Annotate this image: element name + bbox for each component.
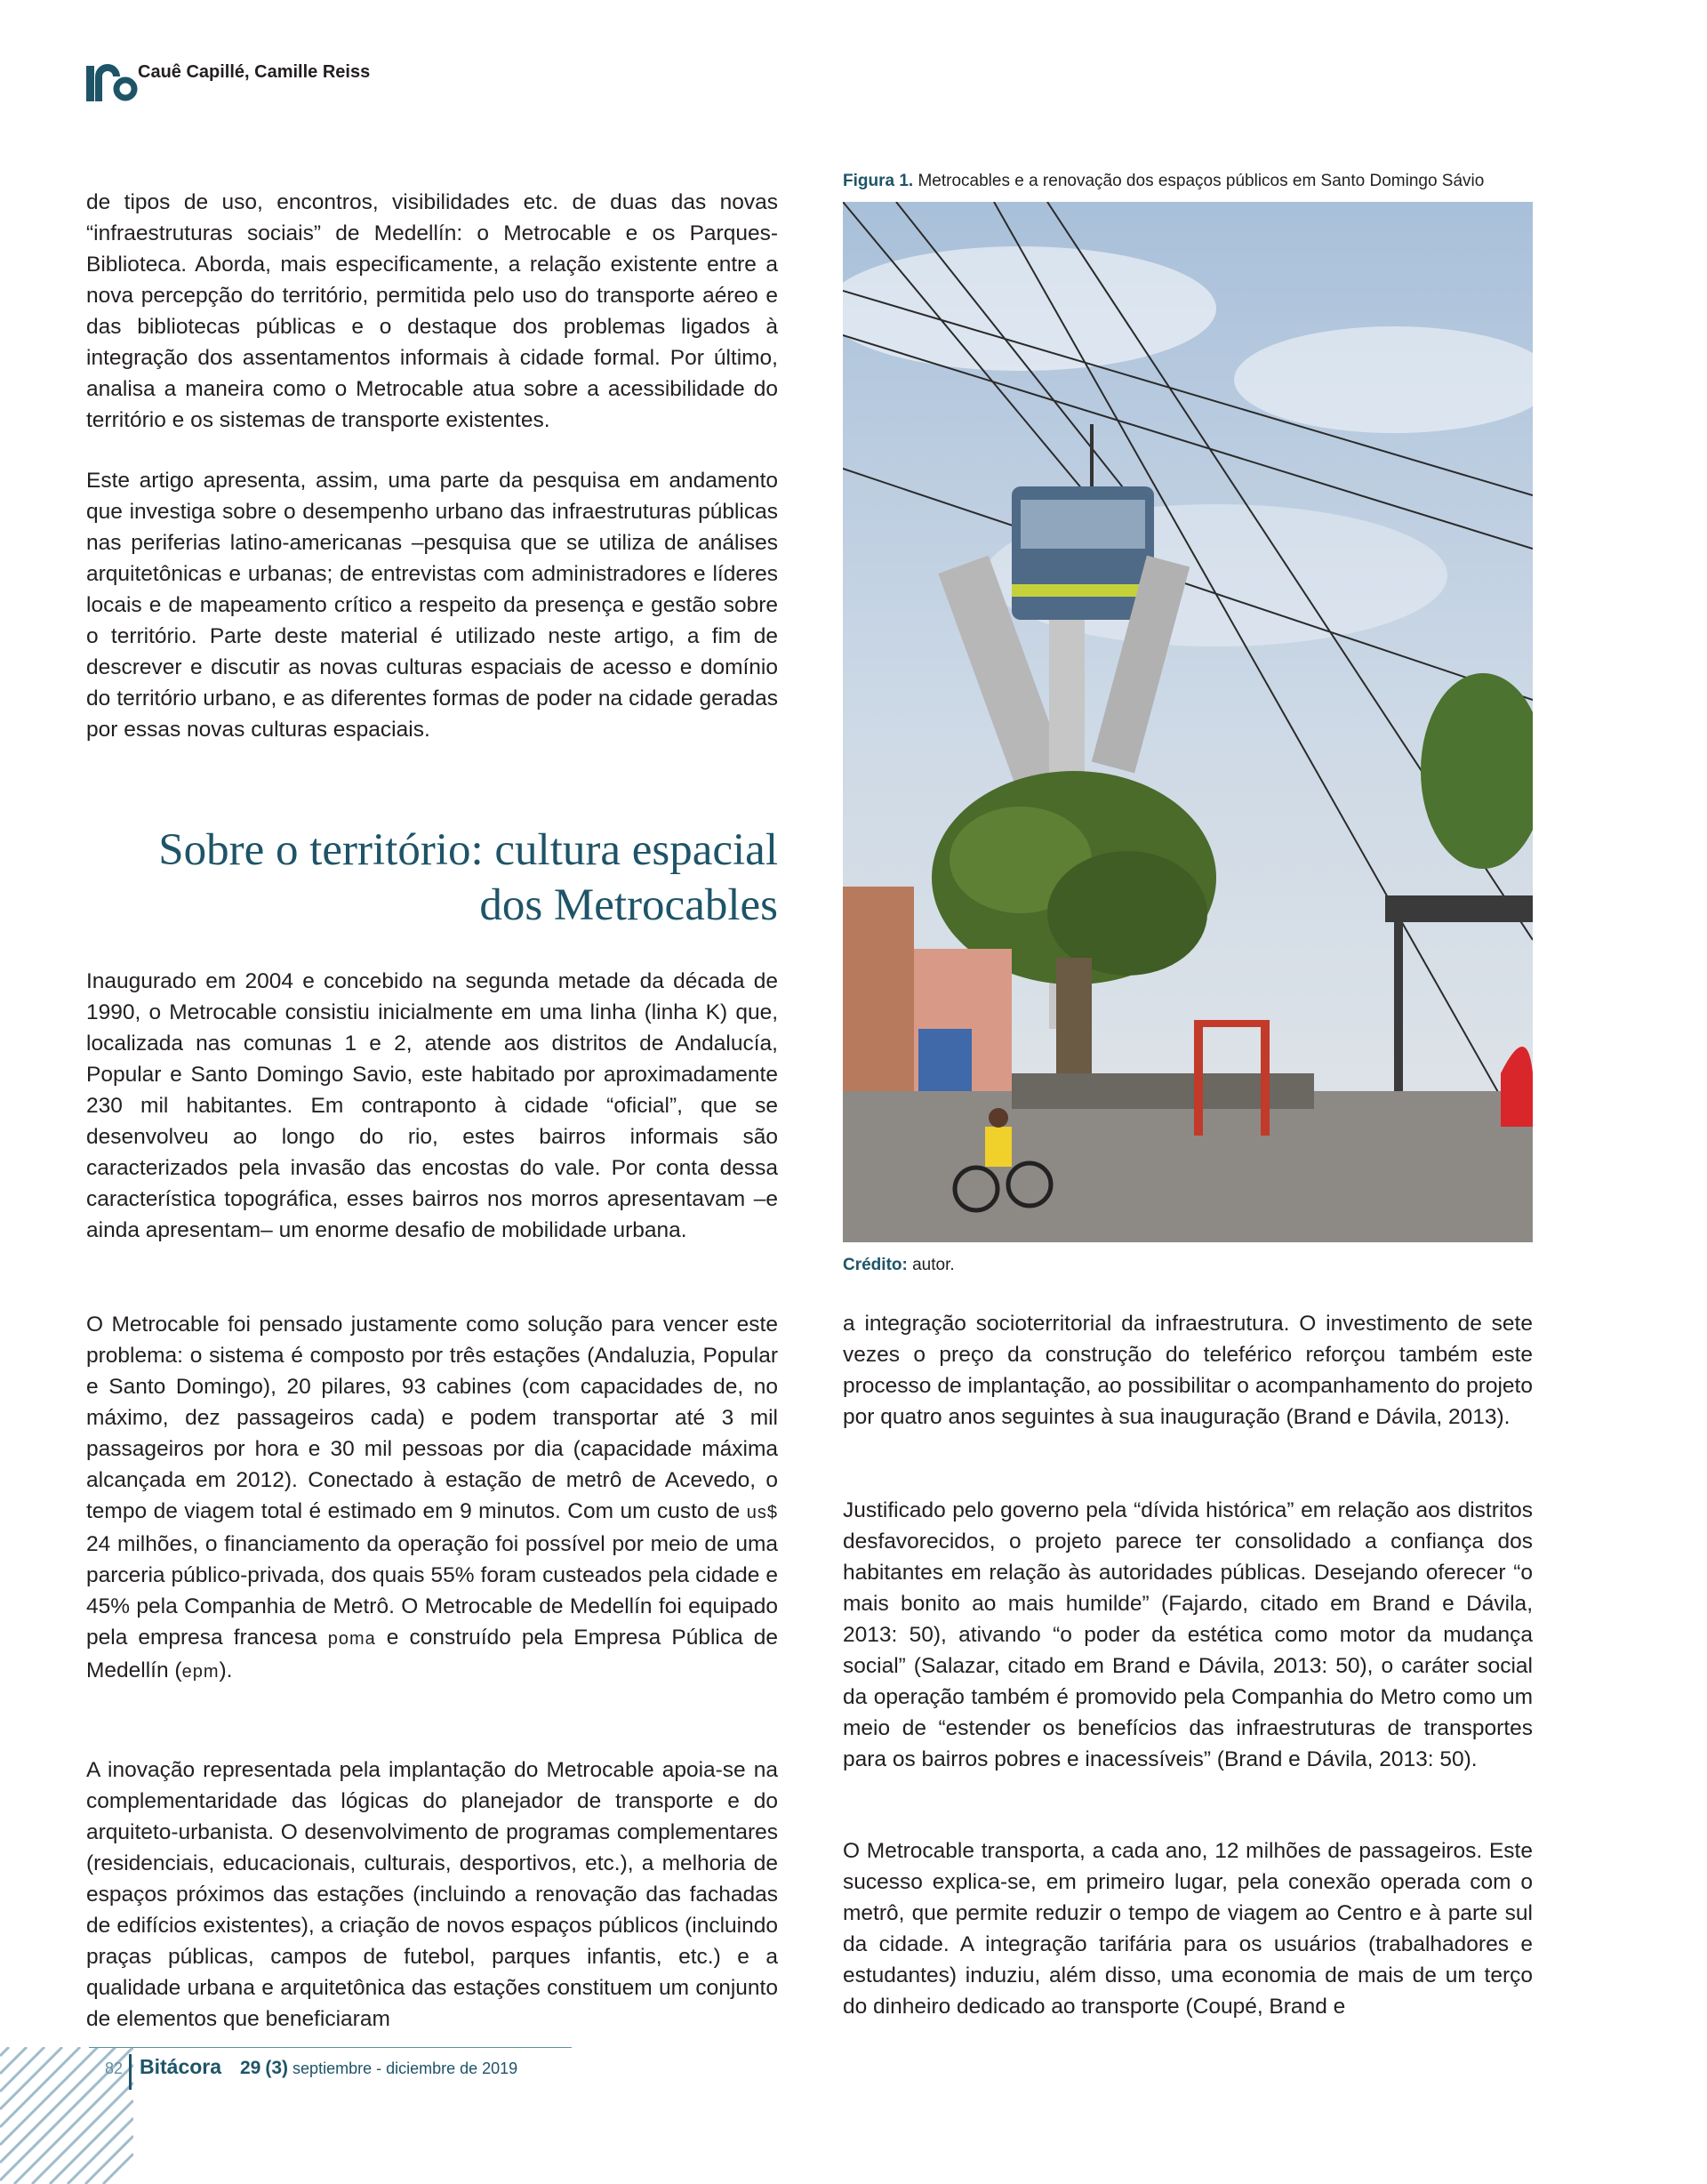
figure-credit: Crédito: autor. <box>843 1256 955 1274</box>
journal-name: Bitácora <box>140 2055 222 2078</box>
section-heading: Sobre o território: cultura espacial dos Metrocables <box>158 825 778 930</box>
body-paragraph: a integração socioterritorial da infraestrutura. O investimento de sete vezes o preço da construção do teleférico reforçou também este processo de implantação, ao possibilitar o acompanhamento do projeto por quatro anos seguintes à sua inauguração (Brand e Dávila, 2013). <box>843 1312 1533 1429</box>
body-paragraph: Este artigo apresenta, assim, uma parte da pesquisa em andamento que investiga sobre o desempenho urbano das infraestruturas públicas nas periferias latino-americanas –pesquisa que se utiliza de análises arquitetônicas e urbanas; de entrevistas com administradores e líderes locais e de mapeamento crítico a respeito da presença e gestão sobre o território. Parte deste material é utilizado neste artigo, a fim de descrever e discutir as novas culturas espaciais de acesso e domínio do território urbano, e as diferentes formas de poder na cidade geradas por essas novas culturas espaciais. <box>86 469 778 742</box>
page-number: 82 <box>105 2060 124 2077</box>
body-paragraph: A inovação representada pela implantação do Metrocable apoia-se na complementaridade das lógicas do planejador de transporte e do arquiteto-urbanista. O desenvolvimento de programas complementares (residenciais, educacionais, culturais, desportivos, etc.), a melhoria de espaços próximos das estações (incluindo a renovação das fachadas de edifícios existentes), a criação de novos espaços públicos (incluindo praças públicas, campos de futebol, parques infantis, etc.) e a qualidade urbana e arquitetônica das estações constituem um conjunto de elementos que beneficiaram <box>86 1758 778 2031</box>
body-paragraph: O Metrocable foi pensado justamente como solução para vencer este problema: o sistema é composto por três estações (Andaluzia, Popular e Santo Domingo), 20 pilares, 93 cabines (com capacidades de, no máximo, dez passageiros cada) e podem transportar até 3 mil passageiros por hora e 30 mil pessoas por dia (capacidade máxima alcançada em 2012). Conectado à estação de metrô de Acevedo, o tempo de viagem total é estimado em 9 minutos. Com um custo de us$ 24 milhões, o financiamento da operação foi possível por meio de uma parceria público-privada, dos quais 55% foram custeados pela cidade e 45% pela Companhia de Metrô. O Metrocable de Medellín foi equipado pela empresa francesa poma e construído pela Empresa Pública de Medellín (epm). <box>86 1313 778 1682</box>
footer-rule <box>89 2047 572 2048</box>
journal-logo-icon <box>86 60 138 101</box>
figure-caption: Figura 1. Metrocables e a renovação dos espaços públicos em Santo Domingo Sávio <box>843 172 1485 190</box>
body-paragraph: O Metrocable transporta, a cada ano, 12 milhões de passageiros. Este sucesso explica-se, em primeiro lugar, pela conexão operada com o metrô, que permite reduzir o tempo de viagem ao Centro e à parte sul da cidade. A integração tarifária para os usuários (trabalhadores e estudantes) induziu, além disso, uma economia de mais de um terço do dinheiro dedicado ao transporte (Coupé, Brand e <box>843 1839 1533 2019</box>
footer-divider <box>129 2054 132 2090</box>
running-header-authors: Cauê Capillé, Camille Reiss <box>138 62 371 82</box>
journal-issue: 29 (3) septiembre - diciembre de 2019 <box>240 2058 518 2078</box>
body-paragraph: de tipos de uso, encontros, visibilidades etc. de duas das novas “infraestruturas sociais” de Medellín: o Metrocable e os Parques-Biblioteca. Aborda, mais especificamente, a relação existente entre a nova percepção do território, permitida pelo uso do transporte aéreo e das bibliotecas públicas e o destaque dos problemas ligados à integração dos assentamentos informais à cidade formal. Por último, analisa a maneira como o Metrocable atua sobre a acessibilidade do território e os sistemas de transporte existentes. <box>86 190 778 432</box>
body-paragraph: Justificado pelo governo pela “dívida histórica” em relação aos distritos desfavorecidos, o projeto parece ter consolidado a confiança dos habitantes em relação às autoridades públicas. Desejando oferecer “o mais bonito ao mais humilde” (Fajardo, citado em Brand e Dávila, 2013: 50), ativando “o poder da estética como motor da mudança social” (Salazar, citado em Brand e Dávila, 2013: 50), o caráter social da operação também é promovido pela Companhia do Metro como um meio de “estender os benefícios das infraestruturas de transportes para os bairros pobres e inacessíveis” (Brand e Dávila, 2013: 50). <box>843 1498 1533 1771</box>
figure-photo <box>843 202 1533 1242</box>
body-paragraph: Inaugurado em 2004 e concebido na segunda metade da década de 1990, o Metrocable consistiu inicialmente em uma linha (linha K) que, localizada nas comunas 1 e 2, atende aos distritos de Andalucía, Popular e Santo Domingo Savio, este habitado por aproximadamente 230 mil habitantes. Em contraponto à cidade “oficial”, que se desenvolveu ao longo do rio, estes bairros informais são caracterizados pela invasão das encostas do vale. Por conta dessa característica topográfica, esses bairros nos morros apresentavam –e ainda apresentam– um enorme desafio de mobilidade urbana. <box>86 969 778 1242</box>
